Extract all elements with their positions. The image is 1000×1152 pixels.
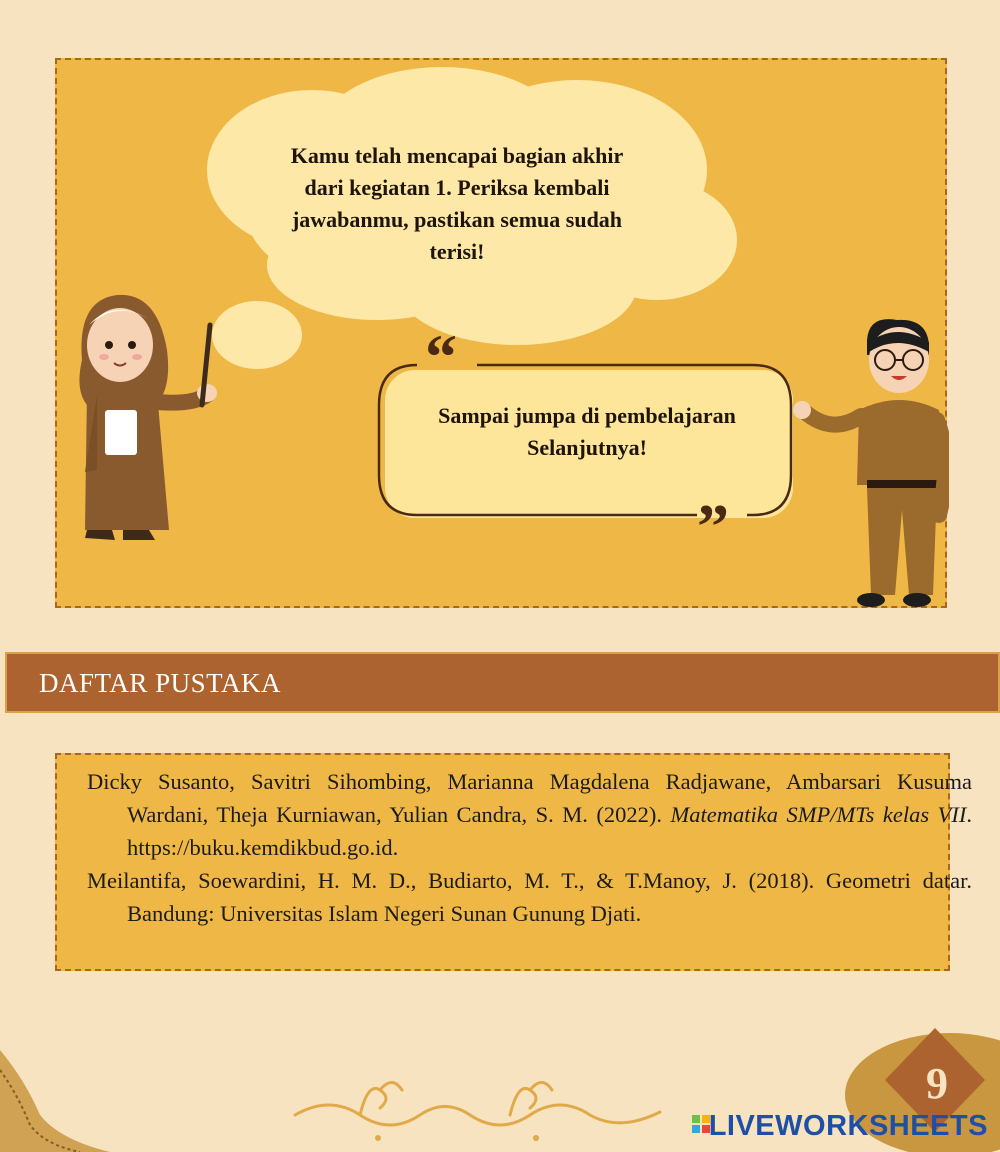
reference-link-text: . https://buku.kemdikbud.go.id. [127,802,972,860]
flourish-divider [295,1083,660,1126]
section-title: DAFTAR PUSTAKA [39,668,281,698]
cloud-message [272,140,642,268]
speech-line: Sampai jumpa di pembelajaran [438,403,736,428]
section-header [5,652,1000,713]
reference-item [87,864,972,930]
brand-name[interactable]: LIVEWORKSHEETS [708,1110,988,1142]
teacher-man-figure [793,319,945,607]
illustration-panel [55,58,947,608]
references-box [55,753,972,971]
reference-text: Meilantifa, Soewardini, H. M. D., Budiarto, M. T., & T.Manoy, J. (2018). Geometri datar. Bandung: Universitas Islam Negeri Sunan Gunung Djati. [87,868,972,926]
reference-text: Dicky Susanto, Savitri Sihombing, Marianna Magdalena Radjawane, Ambarsari Kusuma Wardani, Theja Kurniawan, Yulian Candra, S. M. (2022). [87,769,972,827]
cloud-line: Kamu telah mencapai bagian akhir [290,143,624,168]
svg-text:”: ” [697,491,729,562]
brand-logo-icon [692,1115,710,1133]
cloud-line: dari kegiatan 1. Periksa kembali [304,175,610,200]
reference-title: Matematika SMP/MTs kelas VII [670,802,967,827]
speech-line: Selanjutnya! [527,435,647,460]
svg-text:“: “ [425,321,457,392]
reference-item [87,765,972,864]
cloud-line: terisi! [429,239,485,264]
cloud-line: jawabanmu, pastikan semua sudah [291,207,623,232]
page-number: 9 [926,1059,948,1108]
teacher-woman-figure [79,295,217,540]
speech-message [402,400,772,464]
